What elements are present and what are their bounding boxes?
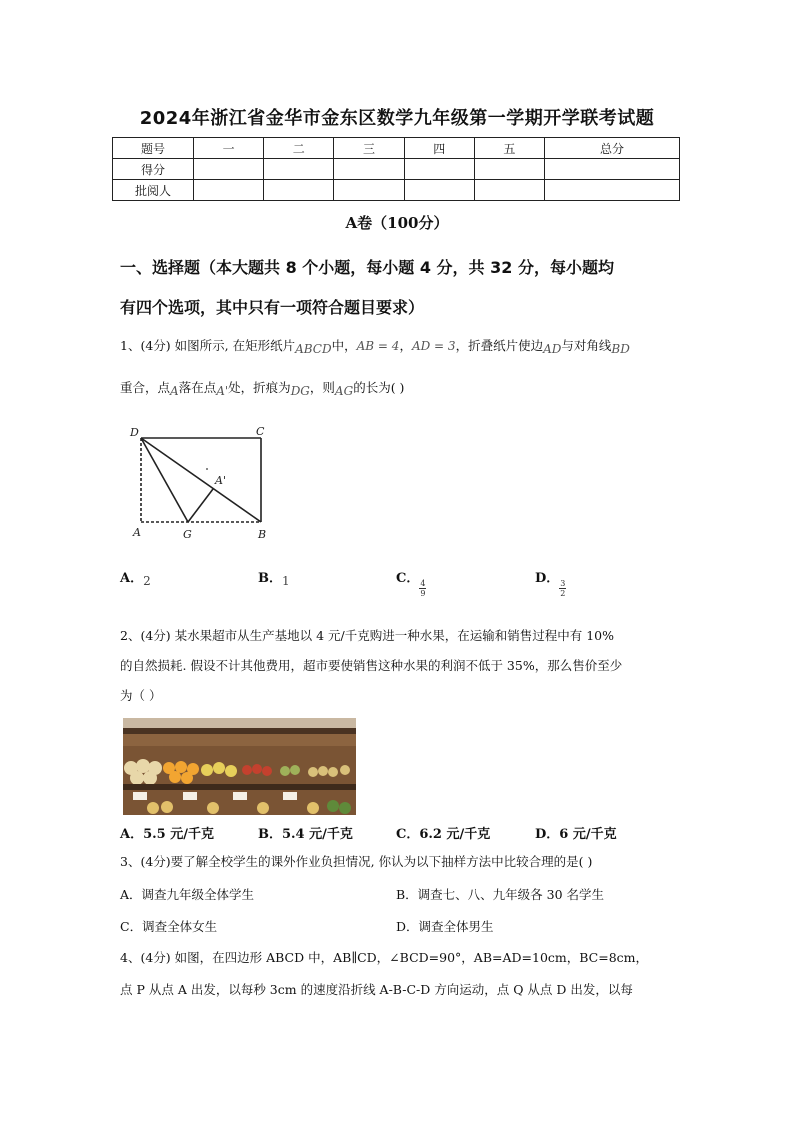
option-letter: D． bbox=[535, 571, 560, 586]
math-ad: AD = 3 bbox=[411, 339, 456, 353]
score-table bbox=[112, 137, 680, 201]
q4-stem-line2: 点 P 从点 A 出发，以每秒 3cm 的速度沿折线 A-B-C-D 方向运动，点 Q 从点 D 出发，以每 bbox=[120, 982, 633, 997]
score-cell[interactable] bbox=[334, 159, 404, 180]
q3-option-b[interactable]: B．调查七、八、九年级各 30 名学生 bbox=[396, 887, 605, 902]
q2-option-b[interactable]: B．5.4 元/千克 bbox=[258, 827, 353, 842]
label-b: B bbox=[258, 528, 267, 541]
score-cell[interactable] bbox=[404, 159, 474, 180]
score-cell[interactable] bbox=[474, 180, 544, 201]
q2-option-a[interactable]: A．5.5 元/千克 bbox=[120, 827, 214, 842]
score-cell[interactable] bbox=[264, 180, 334, 201]
q1-option-b[interactable] bbox=[258, 567, 290, 586]
q3-option-d[interactable]: D．调查全体男生 bbox=[396, 919, 494, 934]
q1-text: 的长为( ) bbox=[353, 380, 405, 395]
q1-text: 中， bbox=[331, 338, 357, 353]
q1-option-a[interactable] bbox=[120, 567, 151, 586]
option-letter: C． bbox=[396, 571, 420, 586]
fraction-denominator: 9 bbox=[420, 589, 426, 598]
diagonal-db bbox=[141, 438, 261, 522]
q2-stem-line1: 2、(4分) 某水果超市从生产基地以 4 元/千克购进一种水果，在运输和销售过程中有 10% bbox=[120, 628, 615, 643]
math-diag: BD bbox=[611, 342, 630, 356]
math-point: A' bbox=[216, 384, 229, 398]
math-ab: AB = 4 bbox=[356, 339, 400, 353]
q1-stem-line2 bbox=[120, 378, 690, 398]
score-row-label: 批阅人 bbox=[113, 180, 194, 201]
option-letter: A． bbox=[120, 571, 144, 586]
score-header-cell: 三 bbox=[334, 138, 404, 159]
q1-stem-line1 bbox=[120, 336, 690, 356]
q1-text: ，则 bbox=[309, 380, 335, 395]
score-cell[interactable] bbox=[264, 159, 334, 180]
label-g: G bbox=[183, 528, 192, 541]
q1-text: 落在点 bbox=[178, 380, 217, 395]
score-table-row bbox=[113, 180, 680, 201]
segment-ga-prime bbox=[188, 489, 213, 522]
score-header-cell: 四 bbox=[404, 138, 474, 159]
q2-option-c[interactable]: C．6.2 元/千克 bbox=[396, 827, 491, 842]
section-heading-line2: 有四个选项，其中只有一项符合题目要求） bbox=[120, 298, 425, 317]
q3-option-a[interactable]: A．调查九年级全体学生 bbox=[120, 887, 255, 902]
dot-mark bbox=[206, 468, 208, 470]
q1-option-d[interactable] bbox=[535, 567, 566, 598]
crease-dg bbox=[141, 438, 188, 522]
fraction bbox=[559, 579, 566, 598]
score-header-cell: 五 bbox=[474, 138, 544, 159]
math-crease: DG bbox=[290, 384, 310, 398]
score-header-cell: 一 bbox=[194, 138, 264, 159]
option-letter: B． bbox=[258, 571, 282, 586]
label-d: D bbox=[130, 426, 139, 439]
q1-text: 1、(4分) 如图所示, 在矩形纸片 bbox=[120, 338, 296, 353]
q1-text: 与对角线 bbox=[561, 338, 612, 353]
score-cell[interactable] bbox=[194, 159, 264, 180]
section-a-subtitle: A卷（100分） bbox=[345, 214, 449, 232]
q1-text: ，折叠纸片使边 bbox=[455, 338, 544, 353]
label-c: C bbox=[256, 425, 265, 438]
q1-rectangle-figure bbox=[125, 422, 275, 547]
option-value: 2 bbox=[143, 574, 151, 588]
score-table-row bbox=[113, 159, 680, 180]
label-a: A bbox=[133, 526, 141, 539]
exam-title: 2024年浙江省金华市金东区数学九年级第一学期开学联考试题 bbox=[139, 108, 655, 129]
q3-stem: 3、(4分)要了解全校学生的课外作业负担情况, 你认为以下抽样方法中比较合理的是( ) bbox=[120, 854, 593, 869]
score-header-cell: 二 bbox=[264, 138, 334, 159]
score-header-cell: 总分 bbox=[545, 138, 680, 159]
q3-option-c[interactable]: C．调查全体女生 bbox=[120, 919, 218, 934]
score-cell[interactable] bbox=[334, 180, 404, 201]
score-cell[interactable] bbox=[404, 180, 474, 201]
score-table-header-row bbox=[113, 138, 680, 159]
math-edge: AD bbox=[543, 342, 562, 356]
score-cell[interactable] bbox=[545, 159, 680, 180]
score-header-cell: 题号 bbox=[113, 138, 194, 159]
q1-text: 重合，点 bbox=[120, 380, 171, 395]
math-ag: AG bbox=[334, 384, 354, 398]
q2-stem-line3: 为（ ） bbox=[120, 688, 162, 703]
score-cell[interactable] bbox=[194, 180, 264, 201]
q1-option-c[interactable] bbox=[396, 567, 426, 598]
score-cell[interactable] bbox=[474, 159, 544, 180]
fraction bbox=[419, 579, 426, 598]
fraction-denominator: 2 bbox=[560, 589, 566, 598]
q4-stem-line1: 4、(4分) 如图，在四边形 ABCD 中，AB∥CD，∠BCD=90°，AB=AD=10cm，BC=8cm， bbox=[120, 950, 649, 965]
section-heading-line1: 一、选择题（本大题共 8 个小题，每小题 4 分，共 32 分，每小题均 bbox=[120, 258, 614, 277]
option-value: 1 bbox=[282, 574, 290, 588]
q2-stem-line2: 的自然损耗. 假设不计其他费用，超市要使销售这种水果的利润不低于 35%，那么售价至少 bbox=[120, 658, 623, 673]
label-a-prime: A' bbox=[215, 474, 226, 487]
fruit-shelf-photo bbox=[123, 718, 356, 815]
fraction-numerator: 3 bbox=[560, 579, 566, 588]
score-cell[interactable] bbox=[545, 180, 680, 201]
math-point: A bbox=[170, 384, 179, 398]
q2-option-d[interactable]: D．6 元/千克 bbox=[535, 827, 617, 842]
q1-text: 处，折痕为 bbox=[228, 380, 291, 395]
q1-text: ， bbox=[399, 338, 412, 353]
fraction-numerator: 4 bbox=[420, 579, 426, 588]
math-rect: ABCD bbox=[295, 342, 332, 356]
score-row-label: 得分 bbox=[113, 159, 194, 180]
